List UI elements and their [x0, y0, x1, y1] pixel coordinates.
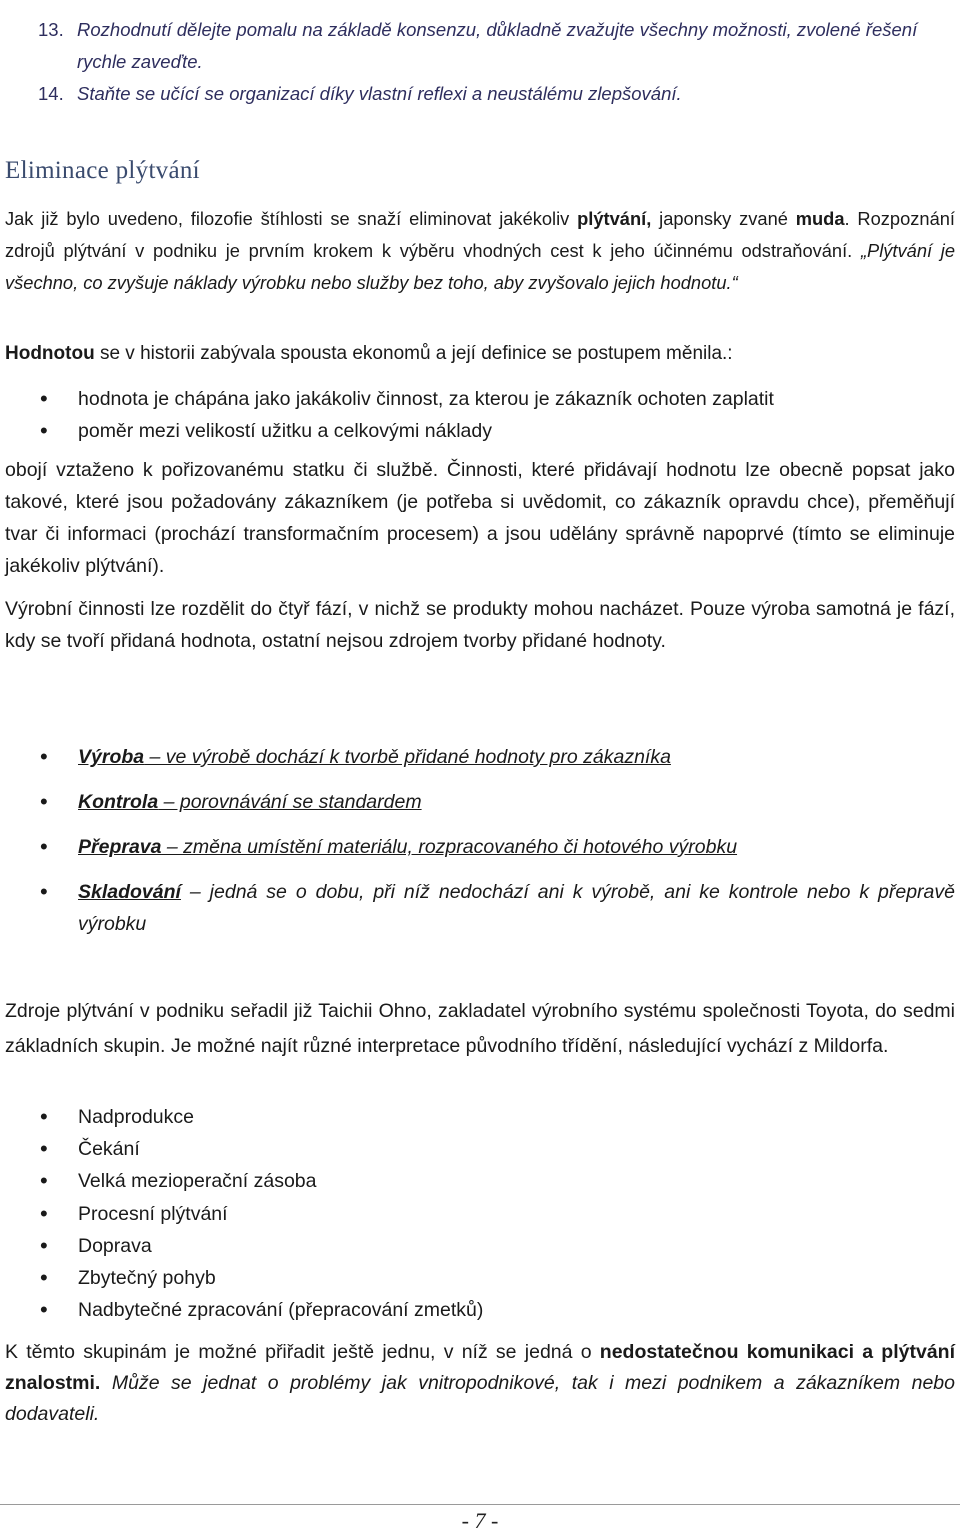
waste-types-list	[40, 1101, 955, 1326]
footer-divider	[0, 1504, 960, 1505]
list-item	[40, 786, 955, 818]
bullet-icon: •	[40, 1265, 48, 1291]
phase-term: Výroba	[78, 746, 145, 768]
list-item	[40, 1133, 955, 1165]
list-item	[40, 415, 955, 447]
phase-term: Skladování	[78, 881, 181, 903]
list-item	[40, 1101, 955, 1133]
list-text: Staňte se učící se organizací díky vlastní reflexi a neustálému zlepšování.	[77, 83, 682, 104]
intro-bold-waste: plýtvání,	[577, 208, 652, 229]
phase-desc: – porovnávání se standardem	[158, 791, 422, 813]
list-item	[40, 383, 955, 415]
list-item	[38, 78, 952, 110]
closing-text: K těmto skupinám je možné přiřadit ještě jednu, v níž se jedná o	[5, 1341, 600, 1363]
list-item-text: Čekání	[78, 1138, 140, 1161]
closing-italic: Může se jednat o problémy jak vnitropodnikové, tak i mezi podnikem a zákazníkem nebo dodavateli.	[5, 1372, 955, 1425]
bullet-icon: •	[40, 1136, 48, 1162]
list-text: Rozhodnutí dělejte pomalu na základě konsenzu, důkladně zvažujte všechny možnosti, zvolené řešení rychle zaveďte.	[77, 19, 918, 72]
list-item	[38, 14, 952, 78]
bullet-icon: •	[40, 386, 48, 411]
list-item-text: Nadbytečné zpracování (přepracování zmetků)	[78, 1299, 484, 1322]
list-item-text	[78, 876, 955, 940]
phases-list	[40, 741, 955, 953]
bullet-icon: •	[40, 744, 48, 769]
intro-paragraph	[5, 203, 955, 299]
value-paragraph	[5, 338, 955, 370]
value-bold: Hodnotou	[5, 343, 95, 364]
bullet-icon: •	[40, 1297, 48, 1323]
intro-text: . Rozpoznání zdrojů plýtvání v podniku je prvním krokem k výběru vhodných cest k jeho účinnému odstraňování.	[5, 208, 955, 261]
page-number: - 7 -	[461, 1508, 499, 1533]
list-item	[40, 1198, 955, 1230]
list-item-text	[78, 741, 955, 773]
list-item	[40, 741, 955, 773]
value-added-paragraph: obojí vztaženo k pořizovanému statku či službě. Činnosti, které přidávají hodnotu lze obecně popsat jako takové, které jsou požadovány zákazníkem (je potřeba si uvědomit, co zákazník opravdu chce), přeměňují tvar či informaci (prochází transformačním procesem) a jsou udělány správně napoprvé (tímto se eliminuje jakékoliv plýtvání).	[5, 459, 955, 577]
list-item-text: Procesní plýtvání	[78, 1202, 228, 1225]
list-item	[40, 831, 955, 863]
closing-bold: nedostatečnou komunikaci a plýtvání znalostmi.	[5, 1341, 955, 1394]
list-item-text	[78, 831, 955, 863]
phase-term: Kontrola	[78, 791, 159, 813]
phase-term: Přeprava	[78, 836, 162, 858]
value-text: se v historii zabývala spousta ekonomů a její definice se postupem měnila.:	[94, 343, 733, 364]
closing-paragraph	[5, 1337, 955, 1430]
list-item	[40, 1294, 955, 1326]
phase-desc: – ve výrobě dochází k tvorbě přidané hodnoty pro zákazníka	[144, 746, 671, 768]
phases-paragraph: Výrobní činnosti lze rozdělit do čtyř fází, v nichž se produkty mohou nacházet. Pouze výroba samotná je fází, kdy se tvoří přidaná hodnota, ostatní nejsou zdrojem tvorby přidané hodnoty.	[5, 598, 955, 652]
intro-text: japonsky zvané	[651, 208, 796, 229]
bullet-icon: •	[40, 834, 48, 859]
bullet-icon: •	[40, 789, 48, 814]
phase-desc: – jedná se o dobu, při níž nedochází ani k výrobě, ani ke kontrole nebo k přepravě výrobku	[78, 881, 955, 935]
sources-paragraph: Zdroje plýtvání v podniku seřadil již Taichii Ohno, zakladatel výrobního systému společnosti Toyota, do sedmi základních skupin. Je možné najít různé interpretace původního třídění, následující vychází z Mildorfa.	[5, 1000, 955, 1057]
list-item-text	[78, 786, 955, 818]
intro-bold-muda: muda	[795, 208, 845, 229]
list-item-text: hodnota je chápána jako jakákoliv činnost, za kterou je zákazník ochoten zaplatit	[78, 388, 774, 410]
intro-text: Jak již bylo uvedeno, filozofie štíhlosti se snaží eliminovat jakékoliv	[5, 208, 578, 229]
list-item	[40, 876, 955, 940]
bullet-icon: •	[40, 1168, 48, 1194]
list-item	[40, 1230, 955, 1262]
list-item-text: poměr mezi velikostí užitku a celkovými náklady	[78, 420, 492, 442]
list-item-text: Doprava	[78, 1234, 152, 1257]
numbered-list	[38, 14, 952, 110]
bullet-icon: •	[40, 1200, 48, 1226]
section-heading: Eliminace plýtvání	[5, 157, 200, 184]
list-number: 13.	[38, 19, 64, 40]
bullet-icon: •	[40, 418, 48, 443]
bullet-icon: •	[40, 1104, 48, 1129]
value-bullet-list	[40, 383, 955, 447]
intro-quote: „Plýtvání je všechno, co zvyšuje náklady výrobku nebo služby bez toho, aby zvyšovalo jejich hodnotu.“	[5, 240, 955, 293]
list-item-text: Zbytečný pohyb	[78, 1267, 216, 1290]
bullet-icon: •	[40, 879, 48, 904]
list-item	[40, 1165, 955, 1197]
list-number: 14.	[38, 83, 64, 104]
phase-desc: – změna umístění materiálu, rozpracovaného či hotového výrobku	[161, 836, 738, 858]
list-item-text: Velká mezioperační zásoba	[78, 1170, 317, 1193]
bullet-icon: •	[40, 1232, 48, 1258]
list-item-text: Nadprodukce	[78, 1106, 194, 1128]
list-item	[40, 1262, 955, 1294]
